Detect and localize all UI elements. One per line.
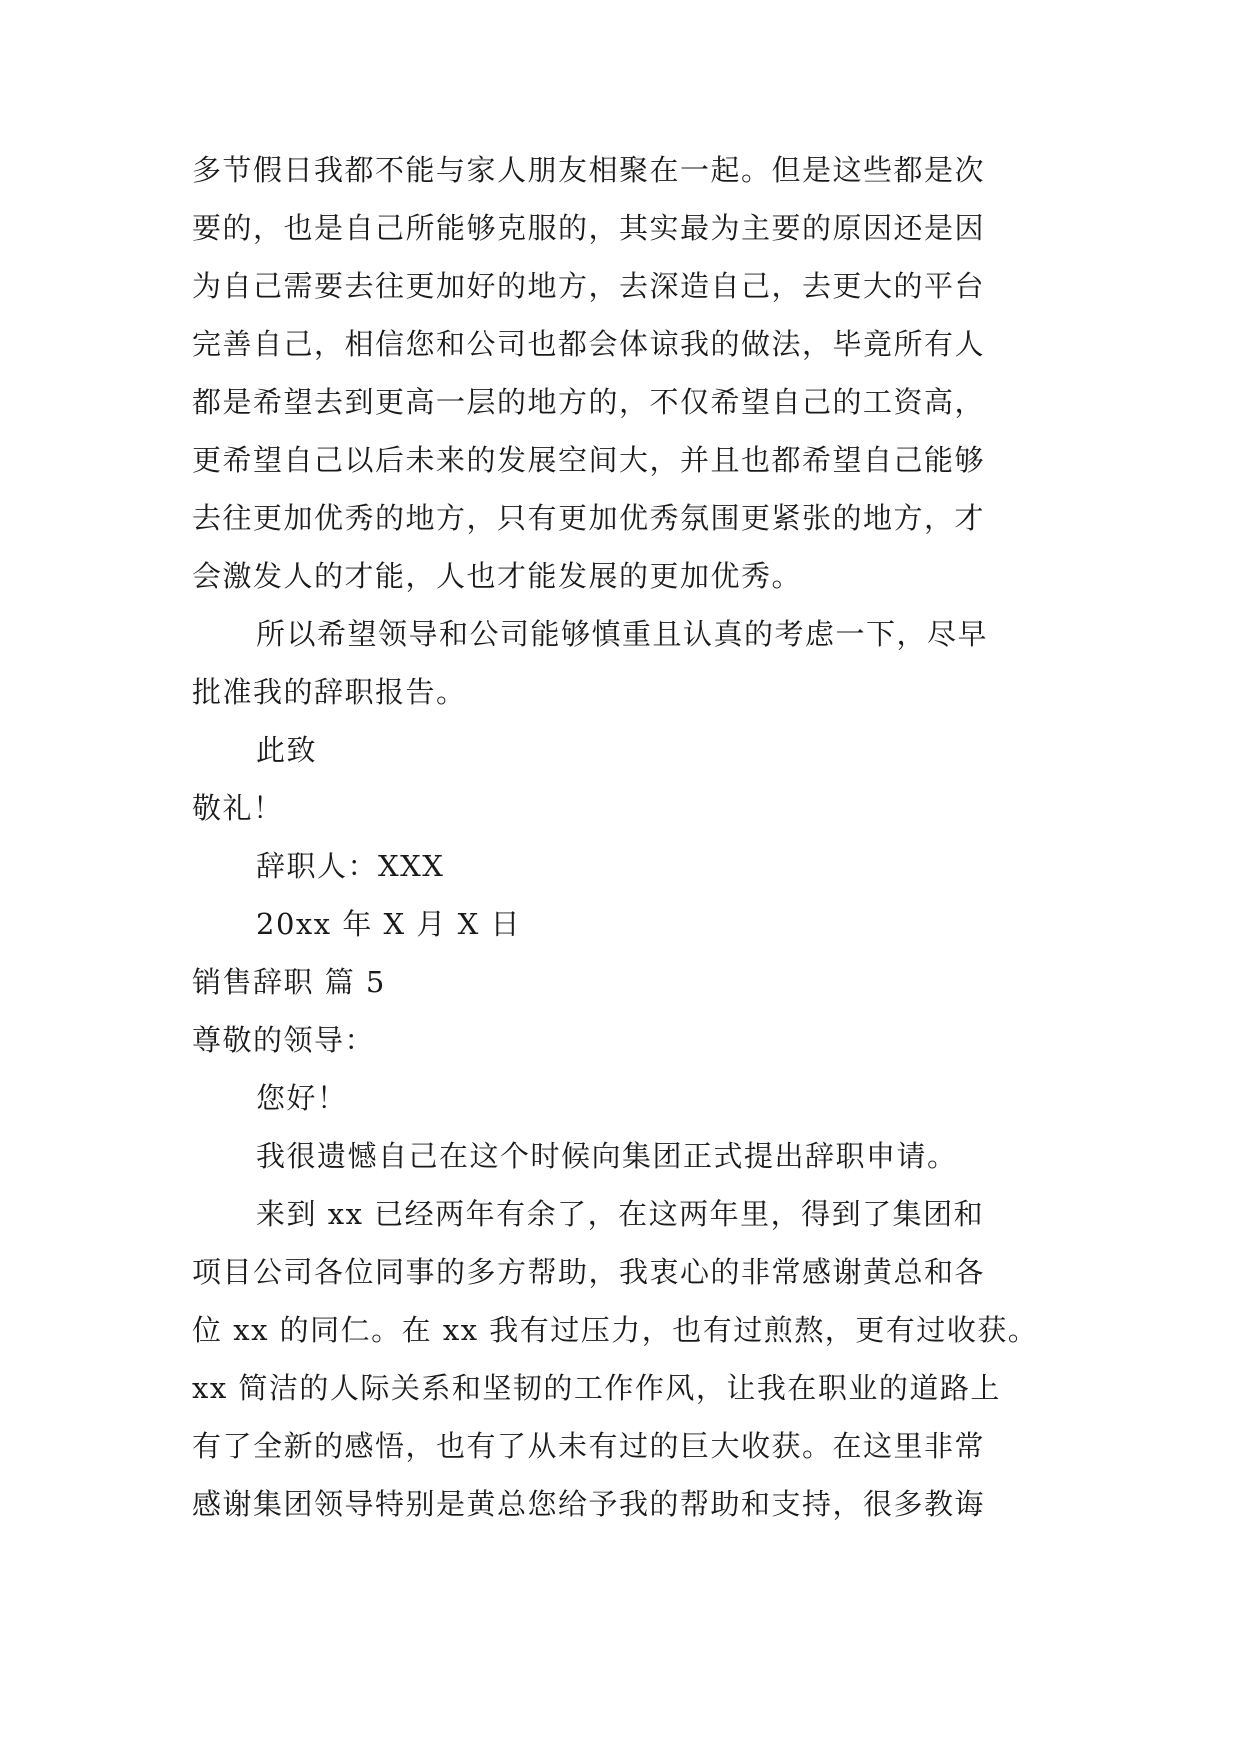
body-text-line: 会激发人的才能，人也才能发展的更加优秀。: [192, 559, 803, 593]
body-text-line: 项目公司各位同事的多方帮助，我衷心的非常感谢黄总和各: [192, 1255, 986, 1289]
body-text-line: 位 xx 的同仁。在 xx 我有过压力，也有过煎熬，更有过收获。: [192, 1313, 1039, 1347]
body-text-line: 都是希望去到更高一层的地方的，不仅希望自己的工资高，: [192, 385, 986, 419]
body-text-line: 为自己需要去往更加好的地方，去深造自己，去更大的平台: [192, 269, 986, 303]
paragraph-first-line: 我很遗憾自己在这个时候向集团正式提出辞职申请。: [256, 1139, 958, 1173]
body-text-line: xx 简洁的人际关系和坚韧的工作作风，让我在职业的道路上: [192, 1371, 1001, 1405]
closing-regards: 敬礼！: [192, 791, 284, 825]
signature-name: 辞职人：XXX: [256, 849, 445, 883]
closing-salutation: 此致: [256, 733, 318, 767]
body-text-line: 有了全新的感悟，也有了从未有过的巨大收获。在这里非常: [192, 1429, 986, 1463]
body-text-line: 感谢集团领导特别是黄总您给予我的帮助和支持，很多教诲: [192, 1487, 986, 1521]
paragraph-first-line: 来到 xx 已经两年有余了，在这两年里，得到了集团和: [256, 1197, 985, 1231]
section-heading: 销售辞职 篇 5: [192, 965, 386, 999]
body-text-line: 多节假日我都不能与家人朋友相聚在一起。但是这些都是次: [192, 153, 986, 187]
letter-greeting: 尊敬的领导：: [192, 1023, 376, 1057]
letter-hello: 您好！: [256, 1081, 348, 1115]
paragraph-first-line: 所以希望领导和公司能够慎重且认真的考虑一下，尽早: [256, 617, 989, 651]
body-text-line: 更希望自己以后未来的发展空间大，并且也都希望自己能够: [192, 443, 986, 477]
body-text-line: 去往更加优秀的地方，只有更加优秀氛围更紧张的地方，才: [192, 501, 986, 535]
body-text-line: 完善自己，相信您和公司也都会体谅我的做法，毕竟所有人: [192, 327, 986, 361]
signature-date: 20xx 年 X 月 X 日: [256, 907, 521, 941]
body-text-line: 批准我的辞职报告。: [192, 675, 467, 709]
body-text-line: 要的，也是自己所能够克服的，其实最为主要的原因还是因: [192, 211, 986, 245]
